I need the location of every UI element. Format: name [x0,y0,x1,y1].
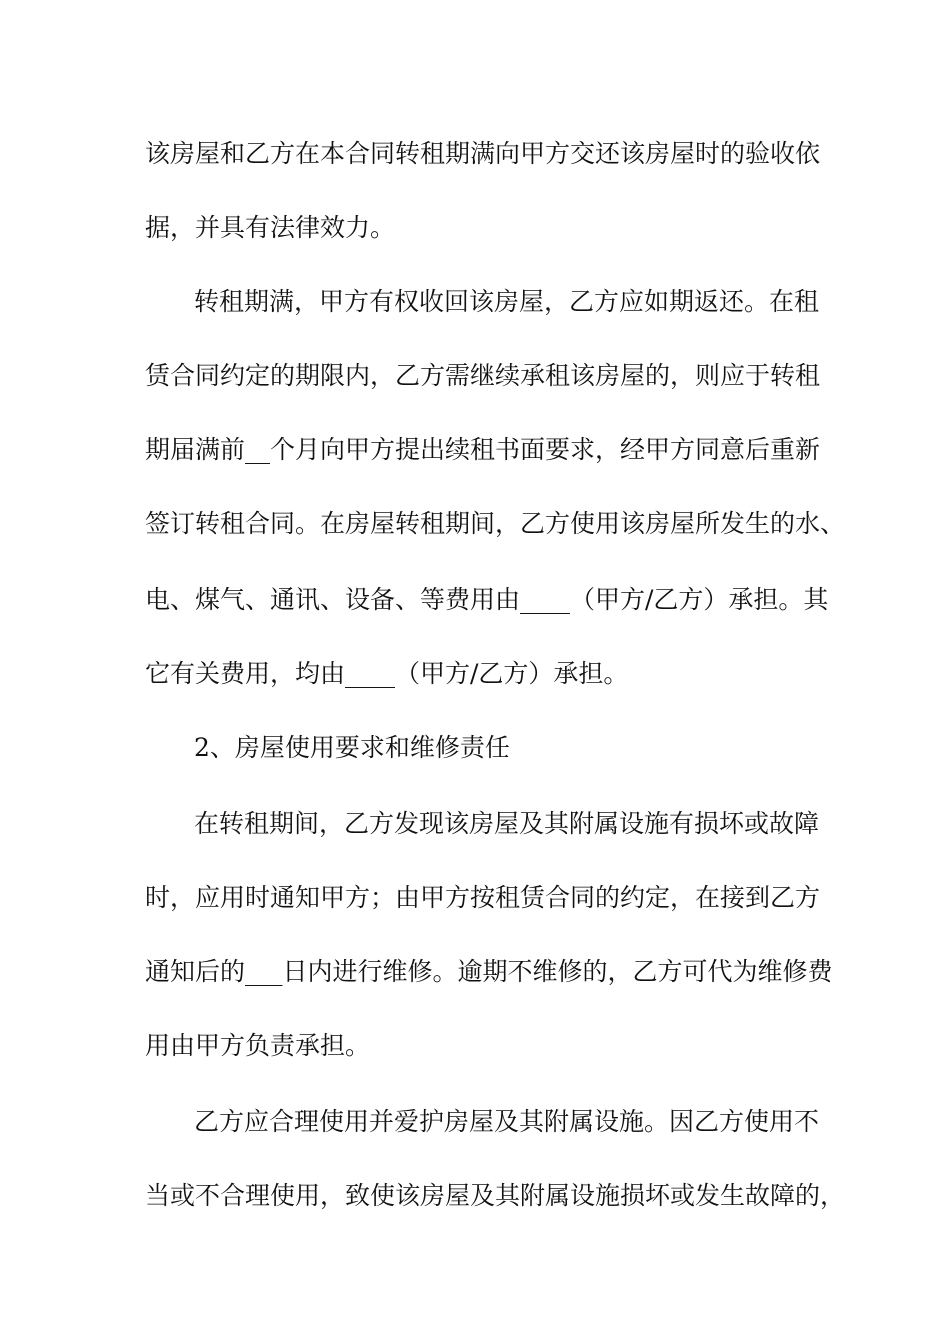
paragraph-start-line: 转租期满，甲方有权收回该房屋，乙方应如期返还。在租 [194,287,820,316]
text-line: 期届满前__个月向甲方提出续租书面要求，经甲方同意后重新 [145,435,821,464]
text-line: 据，并具有法律效力。 [145,213,396,242]
text-line: 它有关费用，均由____（甲方/乙方）承担。 [145,659,629,688]
text-line: 赁合同约定的期限内，乙方需继续承租该房屋的，则应于转租 [145,361,821,390]
paragraph-start-line: 在转租期间，乙方发现该房屋及其附属设施有损坏或故障 [194,809,820,838]
paragraph-start-line: 乙方应合理使用并爱护房屋及其附属设施。因乙方使用不 [194,1107,820,1136]
text-line: 签订转租合同。在房屋转租期间，乙方使用该房屋所发生的水、 [145,509,846,538]
text-line: 电、煤气、通讯、设备、等费用由____（甲方/乙方）承担。其 [145,585,829,614]
text-line: 时，应用时通知甲方；由甲方按租赁合同的约定，在接到乙方 [145,883,821,912]
section-heading: 2、房屋使用要求和维修责任 [194,733,510,762]
text-line: 当或不合理使用，致使该房屋及其附属设施损坏或发生故障的， [145,1181,846,1210]
text-line: 通知后的___日内进行维修。逾期不维修的，乙方可代为维修费 [145,957,833,986]
text-line: 用由甲方负责承担。 [145,1031,371,1060]
text-line: 该房屋和乙方在本合同转租期满向甲方交还该房屋时的验收依 [145,139,821,168]
